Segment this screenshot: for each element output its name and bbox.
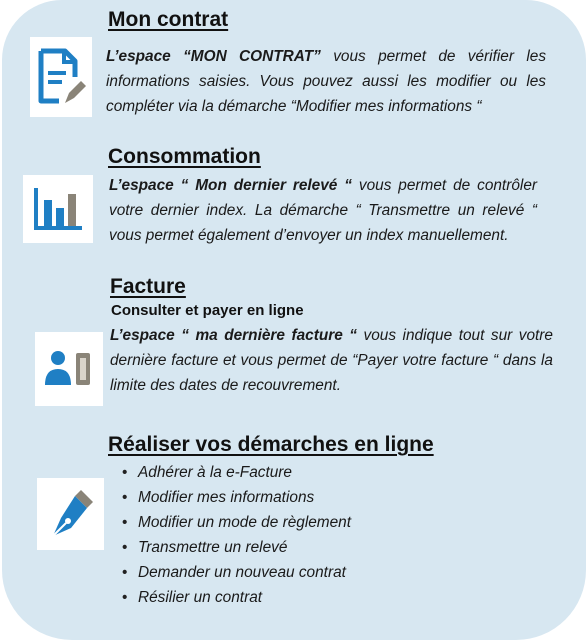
bar-chart-icon xyxy=(32,186,84,232)
contact-card-icon xyxy=(43,349,95,389)
contrat-text: vous permet de vérifier les informations saisies. Vous pouvez aussi les modifier ou les compléter via la démarche “Modifier mes informations “ xyxy=(106,48,547,115)
facture-description xyxy=(110,323,553,398)
section-title-facture: Facture xyxy=(110,275,186,298)
list-item[interactable]: • Résilier un contrat xyxy=(108,585,351,610)
list-item[interactable]: • Transmettre un relevé xyxy=(108,535,351,560)
section-title-demarches: Réaliser vos démarches en ligne xyxy=(108,433,434,456)
consommation-lead: L’espace “ Mon dernier relevé “ xyxy=(109,177,352,194)
consommation-icon-box xyxy=(23,175,93,243)
facture-lead: L’espace “ ma dernière facture “ xyxy=(110,327,357,344)
facture-subtitle: Consulter et payer en ligne xyxy=(111,302,304,319)
list-item[interactable]: • Adhérer à la e-Facture xyxy=(108,460,351,485)
list-item[interactable]: • Demander un nouveau contrat xyxy=(108,560,351,585)
fountain-pen-icon xyxy=(45,486,97,542)
facture-text: vous indique tout sur votre dernière facture et vous permet de “Payer votre facture “ dans la limite des dates de recouvrement. xyxy=(110,327,553,394)
section-title-consommation: Consommation xyxy=(108,145,261,168)
section-title-mon-contrat: Mon contrat xyxy=(108,8,229,31)
consommation-description xyxy=(109,173,537,248)
contrat-icon-box xyxy=(30,37,92,117)
contrat-description xyxy=(106,44,546,119)
demarches-list xyxy=(108,460,351,610)
list-item[interactable]: • Modifier un mode de règlement xyxy=(108,510,351,535)
list-item[interactable]: • Modifier mes informations xyxy=(108,485,351,510)
document-edit-icon xyxy=(35,47,87,107)
facture-icon-box xyxy=(35,332,103,406)
contrat-lead: L’espace “MON CONTRAT” xyxy=(106,48,321,65)
consommation-text: vous permet de contrôler votre dernier index. La démarche “ Transmettre un relevé “ vous permet également d’envoyer un index manuellement. xyxy=(109,177,538,244)
demarches-icon-box xyxy=(37,478,104,550)
